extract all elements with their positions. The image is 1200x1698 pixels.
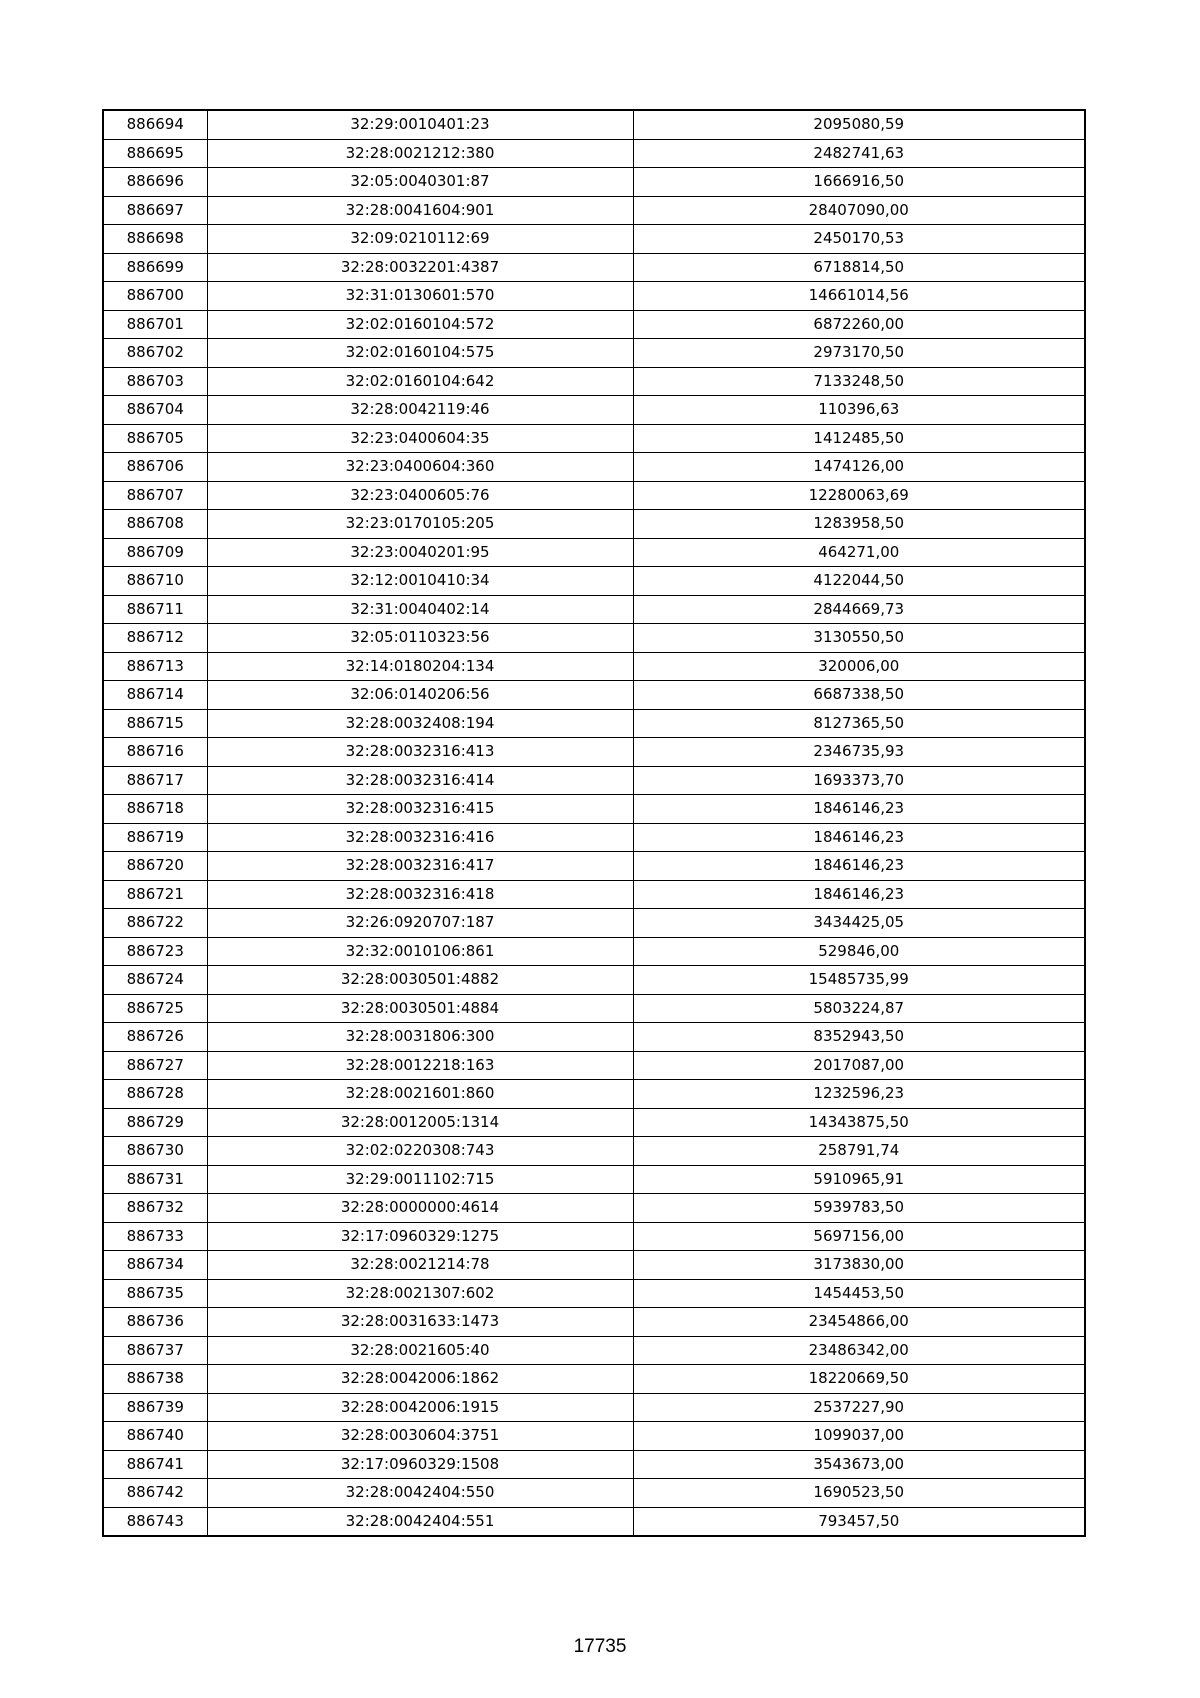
table-row <box>103 795 1085 824</box>
value-cell: 23486342,00 <box>633 1336 1085 1365</box>
record-number-cell: 886715 <box>103 709 207 738</box>
cadastral-number-cell: 32:17:0960329:1508 <box>207 1450 633 1479</box>
record-number-cell: 886698 <box>103 225 207 254</box>
cadastral-number-cell: 32:23:0170105:205 <box>207 510 633 539</box>
value-cell: 2482741,63 <box>633 139 1085 168</box>
record-number-cell: 886722 <box>103 909 207 938</box>
record-number-cell: 886701 <box>103 310 207 339</box>
record-number-cell: 886720 <box>103 852 207 881</box>
registry-table <box>102 109 1086 1537</box>
value-cell: 3543673,00 <box>633 1450 1085 1479</box>
table-row <box>103 367 1085 396</box>
value-cell: 1099037,00 <box>633 1422 1085 1451</box>
table-row <box>103 196 1085 225</box>
table-row <box>103 1336 1085 1365</box>
value-cell: 6872260,00 <box>633 310 1085 339</box>
table-row <box>103 139 1085 168</box>
table-row <box>103 538 1085 567</box>
table-row <box>103 253 1085 282</box>
cadastral-number-cell: 32:28:0032316:416 <box>207 823 633 852</box>
value-cell: 1666916,50 <box>633 168 1085 197</box>
record-number-cell: 886713 <box>103 652 207 681</box>
cadastral-number-cell: 32:28:0030501:4884 <box>207 994 633 1023</box>
cadastral-number-cell: 32:28:0032316:417 <box>207 852 633 881</box>
table-row <box>103 1279 1085 1308</box>
table-row <box>103 1137 1085 1166</box>
record-number-cell: 886704 <box>103 396 207 425</box>
cadastral-number-cell: 32:28:0012218:163 <box>207 1051 633 1080</box>
cadastral-number-cell: 32:02:0160104:575 <box>207 339 633 368</box>
record-number-cell: 886718 <box>103 795 207 824</box>
record-number-cell: 886742 <box>103 1479 207 1508</box>
cadastral-number-cell: 32:28:0042404:551 <box>207 1507 633 1536</box>
cadastral-number-cell: 32:29:0010401:23 <box>207 110 633 139</box>
value-cell: 1454453,50 <box>633 1279 1085 1308</box>
record-number-cell: 886732 <box>103 1194 207 1223</box>
record-number-cell: 886735 <box>103 1279 207 1308</box>
table-row <box>103 282 1085 311</box>
cadastral-number-cell: 32:23:0040201:95 <box>207 538 633 567</box>
value-cell: 4122044,50 <box>633 567 1085 596</box>
table-row <box>103 738 1085 767</box>
table-row <box>103 510 1085 539</box>
table-row <box>103 766 1085 795</box>
table-row <box>103 1222 1085 1251</box>
table-row <box>103 168 1085 197</box>
cadastral-number-cell: 32:28:0031806:300 <box>207 1023 633 1052</box>
record-number-cell: 886734 <box>103 1251 207 1280</box>
record-number-cell: 886697 <box>103 196 207 225</box>
table-row <box>103 652 1085 681</box>
value-cell: 14343875,50 <box>633 1108 1085 1137</box>
table-row <box>103 624 1085 653</box>
cadastral-number-cell: 32:32:0010106:861 <box>207 937 633 966</box>
value-cell: 2973170,50 <box>633 339 1085 368</box>
cadastral-number-cell: 32:14:0180204:134 <box>207 652 633 681</box>
value-cell: 3130550,50 <box>633 624 1085 653</box>
table-row <box>103 1422 1085 1451</box>
value-cell: 3173830,00 <box>633 1251 1085 1280</box>
record-number-cell: 886703 <box>103 367 207 396</box>
table-row <box>103 1365 1085 1394</box>
table-row <box>103 1108 1085 1137</box>
cadastral-number-cell: 32:28:0042006:1862 <box>207 1365 633 1394</box>
cadastral-number-cell: 32:12:0010410:34 <box>207 567 633 596</box>
value-cell: 258791,74 <box>633 1137 1085 1166</box>
table-row <box>103 1165 1085 1194</box>
cadastral-number-cell: 32:28:0032316:415 <box>207 795 633 824</box>
table-row <box>103 310 1085 339</box>
record-number-cell: 886733 <box>103 1222 207 1251</box>
value-cell: 1846146,23 <box>633 880 1085 909</box>
value-cell: 23454866,00 <box>633 1308 1085 1337</box>
value-cell: 8127365,50 <box>633 709 1085 738</box>
table-row <box>103 595 1085 624</box>
record-number-cell: 886737 <box>103 1336 207 1365</box>
record-number-cell: 886725 <box>103 994 207 1023</box>
value-cell: 14661014,56 <box>633 282 1085 311</box>
value-cell: 464271,00 <box>633 538 1085 567</box>
value-cell: 1846146,23 <box>633 852 1085 881</box>
record-number-cell: 886726 <box>103 1023 207 1052</box>
cadastral-number-cell: 32:02:0160104:642 <box>207 367 633 396</box>
cadastral-number-cell: 32:31:0130601:570 <box>207 282 633 311</box>
record-number-cell: 886730 <box>103 1137 207 1166</box>
record-number-cell: 886723 <box>103 937 207 966</box>
value-cell: 110396,63 <box>633 396 1085 425</box>
cadastral-number-cell: 32:02:0160104:572 <box>207 310 633 339</box>
record-number-cell: 886716 <box>103 738 207 767</box>
registry-table-body <box>103 110 1085 1536</box>
value-cell: 2844669,73 <box>633 595 1085 624</box>
record-number-cell: 886727 <box>103 1051 207 1080</box>
cadastral-number-cell: 32:23:0400605:76 <box>207 481 633 510</box>
value-cell: 1846146,23 <box>633 823 1085 852</box>
record-number-cell: 886706 <box>103 453 207 482</box>
table-row <box>103 880 1085 909</box>
table-row <box>103 823 1085 852</box>
table-row <box>103 1251 1085 1280</box>
value-cell: 1232596,23 <box>633 1080 1085 1109</box>
value-cell: 1412485,50 <box>633 424 1085 453</box>
value-cell: 3434425,05 <box>633 909 1085 938</box>
table-row <box>103 709 1085 738</box>
value-cell: 2537227,90 <box>633 1393 1085 1422</box>
value-cell: 28407090,00 <box>633 196 1085 225</box>
value-cell: 5697156,00 <box>633 1222 1085 1251</box>
value-cell: 1474126,00 <box>633 453 1085 482</box>
value-cell: 15485735,99 <box>633 966 1085 995</box>
cadastral-number-cell: 32:28:0032201:4387 <box>207 253 633 282</box>
value-cell: 2346735,93 <box>633 738 1085 767</box>
record-number-cell: 886695 <box>103 139 207 168</box>
record-number-cell: 886743 <box>103 1507 207 1536</box>
table-row <box>103 852 1085 881</box>
record-number-cell: 886719 <box>103 823 207 852</box>
table-row <box>103 339 1085 368</box>
cadastral-number-cell: 32:28:0042006:1915 <box>207 1393 633 1422</box>
value-cell: 8352943,50 <box>633 1023 1085 1052</box>
record-number-cell: 886702 <box>103 339 207 368</box>
value-cell: 1690523,50 <box>633 1479 1085 1508</box>
record-number-cell: 886700 <box>103 282 207 311</box>
record-number-cell: 886731 <box>103 1165 207 1194</box>
value-cell: 1693373,70 <box>633 766 1085 795</box>
cadastral-number-cell: 32:28:0021601:860 <box>207 1080 633 1109</box>
cadastral-number-cell: 32:06:0140206:56 <box>207 681 633 710</box>
record-number-cell: 886714 <box>103 681 207 710</box>
value-cell: 6687338,50 <box>633 681 1085 710</box>
table-row <box>103 681 1085 710</box>
cadastral-number-cell: 32:02:0220308:743 <box>207 1137 633 1166</box>
cadastral-number-cell: 32:05:0110323:56 <box>207 624 633 653</box>
table-row <box>103 1051 1085 1080</box>
record-number-cell: 886738 <box>103 1365 207 1394</box>
value-cell: 529846,00 <box>633 937 1085 966</box>
cadastral-number-cell: 32:28:0021605:40 <box>207 1336 633 1365</box>
table-row <box>103 937 1085 966</box>
cadastral-number-cell: 32:17:0960329:1275 <box>207 1222 633 1251</box>
record-number-cell: 886729 <box>103 1108 207 1137</box>
record-number-cell: 886728 <box>103 1080 207 1109</box>
value-cell: 7133248,50 <box>633 367 1085 396</box>
cadastral-number-cell: 32:23:0400604:35 <box>207 424 633 453</box>
record-number-cell: 886705 <box>103 424 207 453</box>
value-cell: 320006,00 <box>633 652 1085 681</box>
record-number-cell: 886696 <box>103 168 207 197</box>
cadastral-number-cell: 32:26:0920707:187 <box>207 909 633 938</box>
table-row <box>103 396 1085 425</box>
value-cell: 2095080,59 <box>633 110 1085 139</box>
cadastral-number-cell: 32:28:0000000:4614 <box>207 1194 633 1223</box>
table-row <box>103 1479 1085 1508</box>
value-cell: 5939783,50 <box>633 1194 1085 1223</box>
value-cell: 2450170,53 <box>633 225 1085 254</box>
cadastral-number-cell: 32:28:0042404:550 <box>207 1479 633 1508</box>
record-number-cell: 886740 <box>103 1422 207 1451</box>
record-number-cell: 886736 <box>103 1308 207 1337</box>
cadastral-number-cell: 32:31:0040402:14 <box>207 595 633 624</box>
cadastral-number-cell: 32:28:0021307:602 <box>207 1279 633 1308</box>
cadastral-number-cell: 32:28:0031633:1473 <box>207 1308 633 1337</box>
cadastral-number-cell: 32:28:0032316:414 <box>207 766 633 795</box>
record-number-cell: 886712 <box>103 624 207 653</box>
cadastral-number-cell: 32:28:0032408:194 <box>207 709 633 738</box>
value-cell: 5910965,91 <box>633 1165 1085 1194</box>
table-row <box>103 453 1085 482</box>
table-row <box>103 567 1085 596</box>
table-row <box>103 1393 1085 1422</box>
table-row <box>103 481 1085 510</box>
table-row <box>103 1080 1085 1109</box>
record-number-cell: 886711 <box>103 595 207 624</box>
table-row <box>103 966 1085 995</box>
cadastral-number-cell: 32:05:0040301:87 <box>207 168 633 197</box>
page-number: 17735 <box>573 1636 627 1657</box>
table-row <box>103 1023 1085 1052</box>
cadastral-number-cell: 32:28:0012005:1314 <box>207 1108 633 1137</box>
record-number-cell: 886708 <box>103 510 207 539</box>
value-cell: 12280063,69 <box>633 481 1085 510</box>
cadastral-number-cell: 32:28:0021214:78 <box>207 1251 633 1280</box>
cadastral-number-cell: 32:28:0030501:4882 <box>207 966 633 995</box>
record-number-cell: 886717 <box>103 766 207 795</box>
table-row <box>103 225 1085 254</box>
value-cell: 18220669,50 <box>633 1365 1085 1394</box>
cadastral-number-cell: 32:23:0400604:360 <box>207 453 633 482</box>
table-row <box>103 909 1085 938</box>
record-number-cell: 886721 <box>103 880 207 909</box>
table-row <box>103 424 1085 453</box>
cadastral-number-cell: 32:28:0032316:418 <box>207 880 633 909</box>
value-cell: 2017087,00 <box>633 1051 1085 1080</box>
table-row <box>103 994 1085 1023</box>
cadastral-number-cell: 32:09:0210112:69 <box>207 225 633 254</box>
table-row <box>103 1507 1085 1536</box>
record-number-cell: 886709 <box>103 538 207 567</box>
value-cell: 6718814,50 <box>633 253 1085 282</box>
record-number-cell: 886710 <box>103 567 207 596</box>
record-number-cell: 886741 <box>103 1450 207 1479</box>
table-row <box>103 110 1085 139</box>
value-cell: 5803224,87 <box>633 994 1085 1023</box>
record-number-cell: 886724 <box>103 966 207 995</box>
cadastral-number-cell: 32:28:0041604:901 <box>207 196 633 225</box>
cadastral-number-cell: 32:28:0021212:380 <box>207 139 633 168</box>
value-cell: 1846146,23 <box>633 795 1085 824</box>
table-row <box>103 1308 1085 1337</box>
table-row <box>103 1450 1085 1479</box>
table-row <box>103 1194 1085 1223</box>
cadastral-number-cell: 32:28:0042119:46 <box>207 396 633 425</box>
value-cell: 793457,50 <box>633 1507 1085 1536</box>
record-number-cell: 886707 <box>103 481 207 510</box>
cadastral-number-cell: 32:29:0011102:715 <box>207 1165 633 1194</box>
record-number-cell: 886694 <box>103 110 207 139</box>
record-number-cell: 886739 <box>103 1393 207 1422</box>
record-number-cell: 886699 <box>103 253 207 282</box>
cadastral-number-cell: 32:28:0032316:413 <box>207 738 633 767</box>
value-cell: 1283958,50 <box>633 510 1085 539</box>
cadastral-number-cell: 32:28:0030604:3751 <box>207 1422 633 1451</box>
